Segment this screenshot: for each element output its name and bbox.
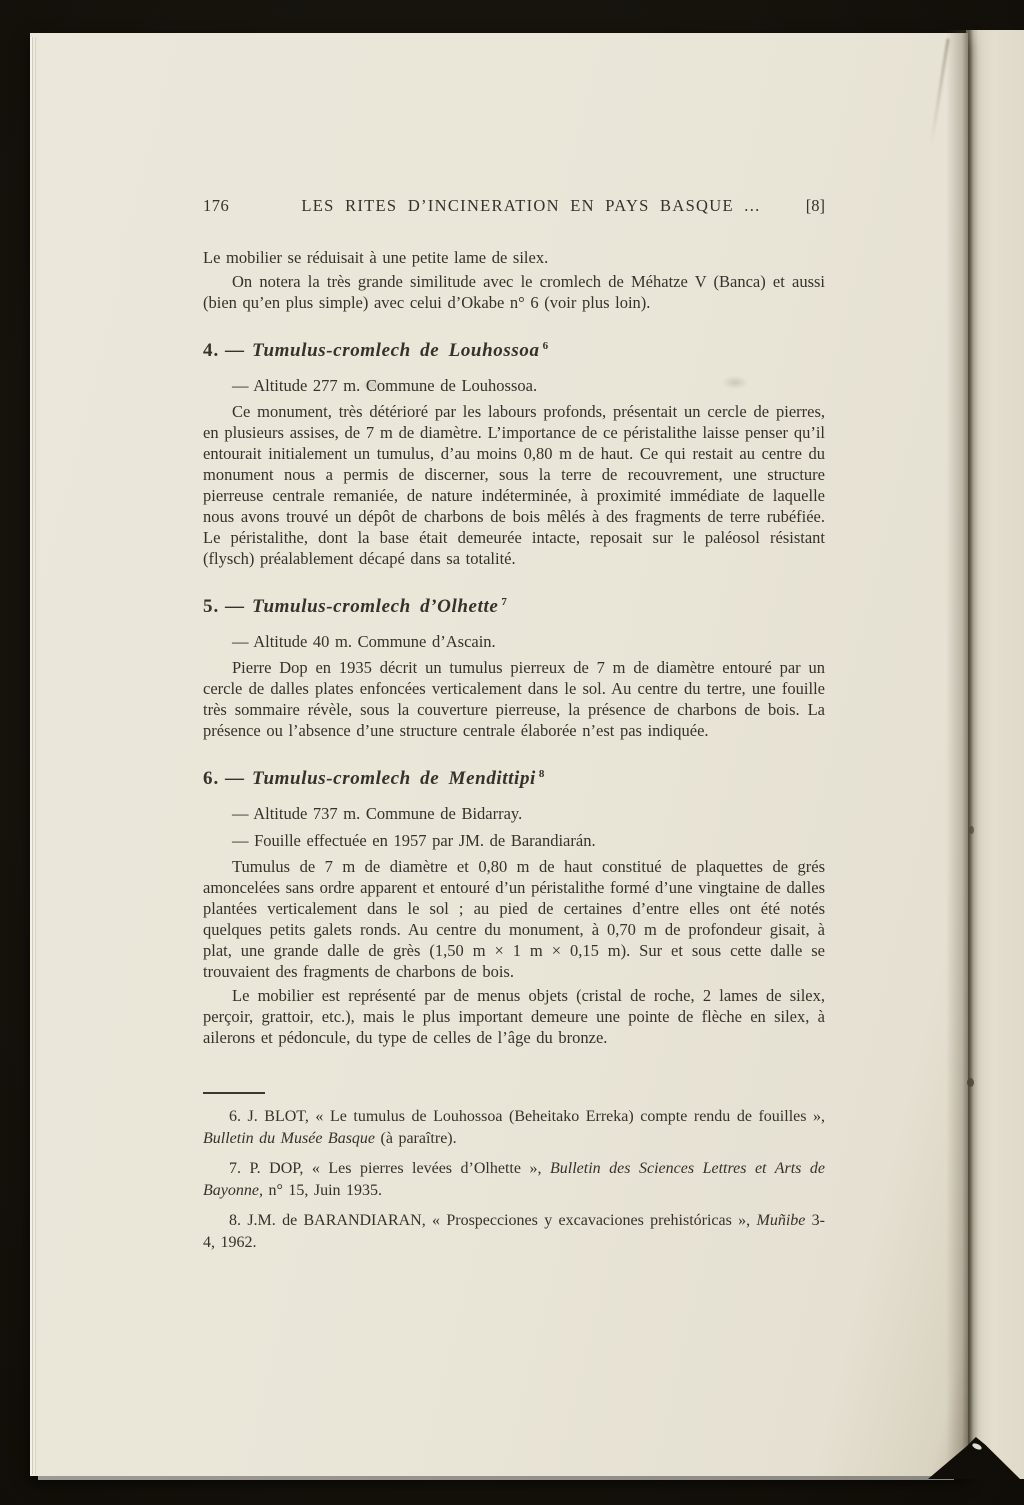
footnote-text: 8. J.M. de BARANDIARAN, « Prospecciones y excavaciones prehistóricas »,	[229, 1212, 757, 1229]
paragraph: Pierre Dop en 1935 décrit un tumulus pierreux de 7 m de diamètre entouré par un cercle de dalles plates enfoncées verticalement dans le sol. Au centre du tertre, une fouille très sommaire révèle, sous la couverture pierreuse, la présence de charbons de bois. La présence ou l’absence d’une structure centrale élaborée n’est pas indiquée.	[203, 658, 825, 740]
section-meta: — Altitude 40 m. Commune d’Ascain.	[232, 632, 496, 651]
footnote-journal: Bulletin du Musée Basque	[203, 1129, 376, 1147]
page-number: 176	[203, 196, 230, 215]
footnote-text: 7. P. DOP, « Les pierres levées d’Olhette »,	[229, 1160, 550, 1177]
footnote-journal: Bulletin des Sciences Lettres et Arts de Bayonne,	[203, 1160, 825, 1199]
footnote-rule	[203, 1092, 265, 1094]
footnote-text: 3-4, 1962.	[203, 1212, 826, 1251]
footnote-reference: 7	[501, 595, 507, 608]
running-title: LES RITES D’INCINERATION EN PAYS BASQUE ...	[301, 196, 761, 215]
footnote-text: 6. J. BLOT, « Le tumulus de Louhossoa (Beheitako Erreka) compte rendu de fouilles »,	[229, 1108, 825, 1125]
gutter-shadow	[946, 30, 978, 1479]
stain-speck	[969, 826, 974, 834]
section-number: 4. —	[203, 340, 245, 361]
footnote-text: (à paraître).	[375, 1129, 457, 1147]
footnote	[203, 1210, 825, 1253]
section-number: 5. —	[203, 596, 245, 617]
paragraph: Le mobilier est représenté par de menus objets (cristal de roche, 2 lames de silex, perçoir, grattoir, etc.), mais le plus important demeure une pointe de flèche en silex, à ailerons et pédoncule, du type de celles de l’âge du bronze.	[203, 986, 825, 1047]
running-head	[203, 195, 825, 216]
section-heading-mendittipi	[203, 767, 825, 791]
paragraph: On notera la très grande similitude avec le cromlech de Méhatze V (Banca) et aussi (bien qu’en plus simple) avec celui d’Okabe n° 6 (voir plus loin).	[203, 272, 825, 312]
section-meta: — Altitude 737 m. Commune de Bidarray.	[232, 804, 523, 823]
footnote-reference: 8	[538, 767, 545, 780]
paragraph: Le mobilier se réduisait à une petite lame de silex.	[203, 248, 549, 267]
section-heading-louhossoa	[203, 339, 825, 363]
issue-marker: [8]	[805, 196, 825, 215]
section-number: 6. —	[203, 768, 245, 789]
paragraph: Ce monument, très détérioré par les labours profonds, présentait un cercle de pierres, en plusieurs assises, de 7 m de diamètre. L’importance de ce péristalithe laisse penser qu’il entourait initialement un tumulus, d’au moins 0,80 m de haut. Ce qui restait au centre du monument nous a permis de discerner, sous la terre de recouvrement, une structure pierreuse centrale remaniée, de nature indéterminée, à proximité immédiate de laquelle nous avons trouvé un dépôt de charbons de bois mêlés à des fragments de terre rubéfiée. Le péristalithe, dont la base était demeurée intacte, reposait sur le paléosol résistant (flysch) préalablement décapé dans sa totalité.	[203, 402, 825, 568]
section-title: Tumulus-cromlech de Mendittipi	[252, 768, 536, 789]
section-meta: — Altitude 277 m. Commune de Louhossoa.	[232, 376, 538, 395]
section-title: Tumulus-cromlech d’Olhette	[252, 596, 499, 617]
section-title: Tumulus-cromlech de Louhossoa	[252, 340, 540, 361]
footnote-reference: 6	[542, 339, 549, 352]
book-page	[30, 33, 968, 1476]
section-heading-olhette	[203, 595, 825, 619]
page-content	[203, 195, 825, 1253]
footnote	[203, 1106, 825, 1149]
section-meta: — Fouille effectuée en 1957 par JM. de Barandiarán.	[232, 831, 596, 850]
paragraph: Tumulus de 7 m de diamètre et 0,80 m de haut constitué de plaquettes de grés amoncelées sans ordre apparent et entouré d’un péristalithe formé d’une vingtaine de dalles plantées verticalement dans le sol ; au pied de certaines d’entre elles ont été notés quelques petits galets ronds. Au centre du monument, à 0,70 m de profondeur gisait, à plat, une grande dalle de grès (1,50 m × 1 m × 0,15 m). Sur et sous cette dalle se trouvaient des fragments de charbons de bois.	[203, 857, 825, 981]
footnote	[203, 1158, 825, 1201]
footnote-text: n° 15, Juin 1935.	[262, 1181, 383, 1199]
footnote-journal: Muñibe	[756, 1212, 806, 1229]
stain-speck	[967, 1078, 974, 1087]
